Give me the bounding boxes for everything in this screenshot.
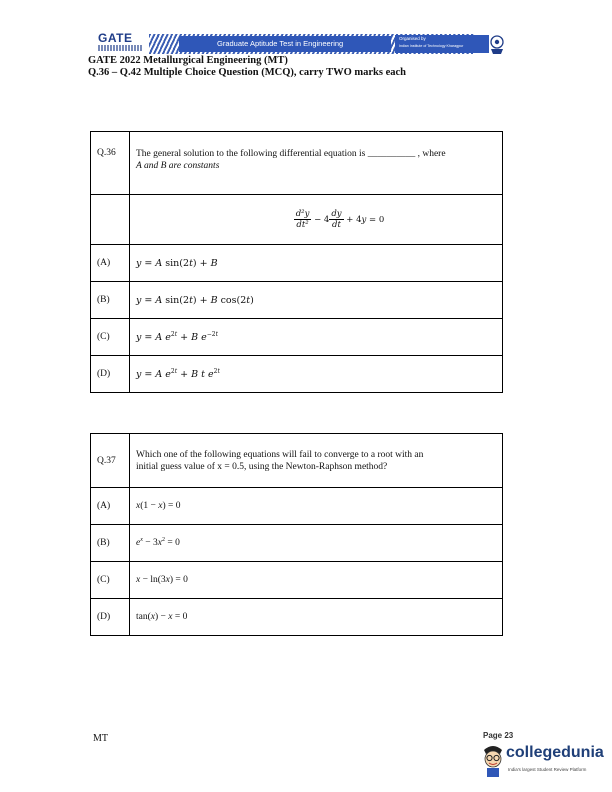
banner-title: Graduate Aptitude Test in Engineering <box>217 39 344 48</box>
option-label: (D) <box>91 599 130 636</box>
option-row <box>91 525 503 562</box>
differential-equation: $\frac{\text{d²y}}{\text{dt²}}$ − 4 $\frac{dy}{dt}$ + 4y = 0 <box>130 195 503 245</box>
banner-band <box>149 34 475 54</box>
question-text-line: A and B are constants <box>136 161 220 171</box>
option-text: y = A $e^{2t} + B$ $e^{-2t}$ <box>130 319 503 356</box>
option-label: (B) <box>91 282 130 319</box>
iit-emblem-icon <box>487 34 507 56</box>
paper-title: GATE 2022 Metallurgical Engineering (MT) <box>88 55 288 66</box>
option-label: (B) <box>91 525 130 562</box>
gate-banner <box>95 30 475 56</box>
option-label: (C) <box>91 562 130 599</box>
gate-logo <box>95 30 147 56</box>
option-row <box>91 488 503 525</box>
organiser-name: Indian Institute of Technology Kharagpur <box>399 44 464 48</box>
option-label: (D) <box>91 356 130 393</box>
question-36-table <box>90 131 503 393</box>
question-text-line: The general solution to the following differential equation is __________ , where <box>136 149 446 159</box>
collegedunia-brand: collegedunia <box>506 744 604 761</box>
section-title: Q.36 – Q.42 Multiple Choice Question (MCQ), carry TWO marks each <box>88 67 406 78</box>
option-text: tan(x) − x = 0 <box>130 599 503 636</box>
question-number: Q.36 <box>91 132 130 195</box>
option-text: x(1 − x) = 0 <box>130 488 503 525</box>
footer-paper-code: MT <box>93 733 108 744</box>
organised-by-label: Organised by <box>399 36 426 41</box>
option-label: (A) <box>91 488 130 525</box>
option-text: y = A sin(2t) + B <box>130 245 503 282</box>
option-row <box>91 599 503 636</box>
option-row <box>91 562 503 599</box>
option-text: y = A sin(2t) + B cos(2t) <box>130 282 503 319</box>
option-text: y = A $e^{2t} + B$ t $e^{2t}$ <box>130 356 503 393</box>
collegedunia-tagline: India's largest Student Review Platform <box>508 767 587 772</box>
question-37-table <box>90 433 503 636</box>
option-text: $e^x - 3x^2 = 0$ <box>130 525 503 562</box>
question-text <box>130 132 503 195</box>
option-label: (C) <box>91 319 130 356</box>
collegedunia-logo <box>480 742 612 782</box>
page-number: Page 23 <box>483 731 514 740</box>
option-row <box>91 282 503 319</box>
gate-logo-tagline-graphic <box>98 45 142 51</box>
option-text: x − ln(3x) = 0 <box>130 562 503 599</box>
question-text-line: initial guess value of x = 0.5, using the Newton-Raphson method? <box>136 461 388 472</box>
option-row <box>91 245 503 282</box>
option-row <box>91 356 503 393</box>
question-text <box>130 434 503 488</box>
question-number: Q.37 <box>91 434 130 488</box>
banner-organiser-box <box>395 35 489 53</box>
option-row <box>91 319 503 356</box>
gate-logo-word: GATE <box>98 31 133 45</box>
option-label: (A) <box>91 245 130 282</box>
question-text-line: Which one of the following equations will fail to converge to a root with an <box>136 449 424 460</box>
student-mascot-icon <box>480 742 506 778</box>
